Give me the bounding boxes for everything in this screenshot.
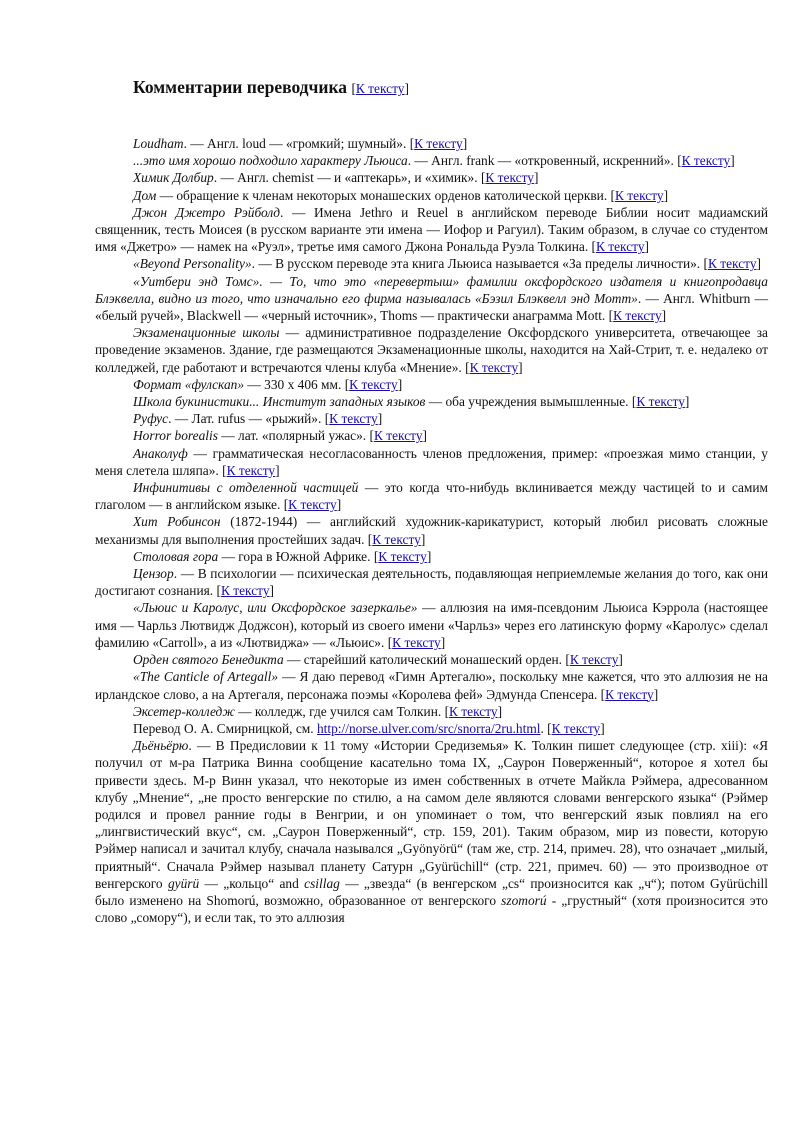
note-text: .: [540, 720, 548, 736]
note-term: «Уитбери энд Томс». — То, что это «перевертыш» фамилии оксфордского издателя и книгопродавца Блэквелла, видно из того, что изначально его фирма называлась «Бэзил Блэквелл энд Мотт»: [95, 273, 768, 306]
note-text: — гора в Южной Африке.: [218, 548, 374, 564]
page-title: [133, 76, 768, 100]
note-paragraph: [95, 376, 768, 393]
note-text: . — В психологии — психическая деятельность, подавляющая неприемлемые желания до того, как они достигают сознания.: [95, 566, 768, 599]
note-text: . — Имена Jethro и Reuel в английском переводе Библии носит мадиамский священник, тесть Моисея (в русском варианте эти имена — Иофор и Рагуил). Таким образом, в случае со студентом имя «Джетро» — намек на «Руэл», третье имя самого Джона Рональда Руэла Толкина.: [95, 204, 768, 255]
note-paragraph: [95, 187, 768, 204]
note-text: — это когда что-нибудь вклинивается между частицей to и самим глаголом — в английском языке.: [95, 480, 768, 513]
note-term: «Beyond Personality»: [133, 256, 252, 272]
note-text: . — Англ. frank — «откровенный, искренний».: [407, 153, 678, 169]
note-paragraph: [95, 273, 768, 325]
back-to-text-link-label[interactable]: К тексту: [595, 239, 645, 255]
note-paragraph: [95, 548, 768, 565]
note-text: . — Англ. loud — «громкий; шумный».: [183, 136, 410, 151]
back-to-text-link-label[interactable]: К тексту: [615, 187, 664, 203]
note-paragraph: [95, 668, 768, 702]
note-paragraph: [95, 565, 768, 599]
note-text: — старейший католический монашеский орден.: [283, 652, 566, 668]
note-text: — аллюзия на имя-псевдоним Льюиса Кэррола (настоящее имя — Чарльз Лютвидж Доджсон), который из своего имени «Чарльз» через его латинскую форму «Каролус» сделал фамилию «Carroll», а из «Лютвиджа» — «Льюис».: [95, 600, 769, 650]
note-text: — грамматическая несогласованность членов предложения, пример: «проезжая мимо станции, у меня слетела шляпа».: [95, 445, 768, 478]
back-to-text-link[interactable]: [К тексту]: [631, 394, 690, 410]
back-to-text-link[interactable]: [К тексту]: [600, 686, 659, 702]
note-term: Цензор: [133, 566, 174, 582]
note-text: — 330 x 406 мм.: [244, 376, 345, 392]
note-term: «The Canticle of Artegall»: [133, 669, 279, 685]
back-to-text-link[interactable]: [К тексту]: [444, 703, 503, 719]
back-to-text-link-label[interactable]: К тексту: [220, 583, 270, 599]
back-to-text-link[interactable]: [К тексту]: [465, 359, 523, 375]
back-to-text-link-label[interactable]: К тексту: [613, 308, 662, 324]
note-term: Дьёньёрю: [133, 738, 189, 754]
back-to-text-link[interactable]: [К тексту]: [409, 136, 468, 151]
back-to-text-link[interactable]: [К тексту]: [703, 256, 761, 272]
back-to-text-link[interactable]: [К тексту]: [610, 187, 669, 203]
back-to-text-link[interactable]: [К тексту]: [324, 411, 383, 427]
back-to-text-link[interactable]: [К тексту]: [677, 153, 735, 169]
back-to-text-link[interactable]: [К тексту]: [373, 548, 432, 564]
back-to-text-link[interactable]: [К тексту]: [283, 497, 342, 513]
note-paragraph: [95, 393, 768, 410]
note-term: Руфус: [133, 411, 169, 427]
note-paragraph: [95, 169, 768, 186]
note-paragraph: [95, 255, 768, 272]
note-paragraph: [95, 720, 768, 737]
note-paragraph: [95, 737, 768, 926]
back-to-text-link-label[interactable]: К тексту: [392, 634, 441, 650]
back-to-text-link-label[interactable]: К тексту: [226, 462, 276, 478]
note-text: — административное подразделение Оксфордского университета, отвечающее за проведение экзаменов. Здание, где размещаются Экзаменационные школы, находится на Хай-Стрит, т. е. недалеко от колледжей, где работают и встречаются члены клуба «Мнение».: [95, 325, 768, 375]
note-text: — „звезда“ (в венгерском „cs“ произносится как „ч“); потом Gyürüchill было изменено на Shomorú, возможно, образованное от венгерского: [95, 875, 768, 908]
note-term: Эксетер-колледж: [133, 703, 235, 719]
note-term: Дом: [133, 187, 157, 203]
back-to-text-link-label[interactable]: К тексту: [707, 256, 757, 272]
note-term: Экзаменационные школы: [133, 325, 280, 341]
notes-list: [95, 135, 768, 926]
note-text: . — В Предисловии к 11 тому «Истории Средиземья» К. Толкин пишет следующее (стр. xiii): «Я получил от м-ра Патрика Винна сообщение касательно тома IX, „Саурон Поверженный“, которое я хотел бы привести здесь. М-р Винн указал, что некоторые из имен собственных в отчете Майкла Рэймера, адресованном клубу „Мнение“, „не просто венгерские по стилю, а на самом деле являются словами венгерского языка“ (Рэймер родился и провел ранние годы в Венгрии, и он упоминает о том, что венгерский язык повлиял на его „лингвистический вкус“, см. „Саурон Поверженный“, стр. 159, 201). Таким образом, мир из повести, которую Рэймер написал и зачитал клубу, сначала назывался „Gyönyörü“ (там же, стр. 214, примеч. 28), что означает „милый, приятный“. Сначала Рэймер называл планету Сатурн „Gyürüchill“ (стр. 221, примеч. 60) — это производное от венгерского: [95, 738, 768, 891]
back-to-text-link-label[interactable]: К тексту: [378, 548, 427, 564]
title-back-link[interactable]: [К тексту]: [351, 81, 409, 96]
note-text: (1872-1944) — английский художник-карикатурист, который любил рисовать сложные механизмы для выполнения простейших задач.: [95, 514, 768, 547]
note-term: Джон Джетро Рэйболд: [133, 204, 280, 220]
note-paragraph: [95, 513, 768, 547]
note-text: — Я даю перевод «Гимн Артегалю», поскольку мне кажется, что это аллюзия не на ирландское слово, а на Артегаля, персонажа поэмы «Королева фей» Эдмунда Спенсера.: [95, 669, 768, 702]
note-paragraph: [95, 324, 768, 376]
title-back-link-text[interactable]: К тексту: [355, 81, 405, 96]
note-term: Инфинитивы с отделенной частицей: [133, 480, 359, 496]
note-term: Формат «фулскап»: [133, 376, 245, 392]
note-term: Химик Долбир: [133, 170, 214, 186]
note-paragraph: [95, 479, 768, 513]
note-term: Орден святого Бенедикта: [133, 652, 284, 668]
note-term: ...это имя хорошо подходило характеру Льюиса: [133, 153, 408, 169]
note-text: — „кольцо“ and: [199, 875, 305, 891]
back-to-text-link-label[interactable]: К тексту: [636, 394, 685, 410]
note-paragraph: [95, 410, 768, 427]
note-text: . — Англ. chemist — и «аптекарь», и «химик».: [213, 170, 481, 186]
note-text: — обращение к членам некоторых монашеских орденов католической церкви.: [156, 187, 611, 203]
back-to-text-link-label[interactable]: К тексту: [569, 652, 619, 668]
note-text: . — Лат. rufus — «рыжий».: [168, 411, 325, 427]
note-term: Школа букинистики... Институт западных языков: [133, 394, 426, 410]
back-to-text-link[interactable]: [К тексту]: [565, 652, 623, 668]
back-to-text-link[interactable]: [К тексту]: [344, 376, 403, 392]
back-to-text-link[interactable]: [К тексту]: [480, 170, 539, 186]
back-to-text-link-label[interactable]: К тексту: [372, 531, 421, 547]
back-to-text-link-label[interactable]: К тексту: [329, 411, 378, 427]
note-text: - „грустный“ (хотя произносится это слово „сомору“), и если так, то это аллюзия: [95, 892, 768, 926]
note-paragraph: [95, 152, 768, 169]
back-to-text-link-label[interactable]: К тексту: [414, 136, 463, 151]
note-term: Loudham: [133, 136, 184, 151]
note-text: — оба учреждения вымышленные.: [425, 394, 632, 410]
note-term: Столовая гора: [133, 548, 219, 564]
back-to-text-link-label[interactable]: К тексту: [349, 376, 398, 392]
note-text: — лат. «полярный ужас».: [217, 428, 370, 444]
note-paragraph: [95, 599, 768, 651]
note-text: . — Англ. Whitburn — «белый ручей», Blackwell — «черный источник», Thoms — практически анаграмма Mott.: [95, 290, 768, 324]
note-text: . — В русском переводе эта книга Льюиса называется «За пределы личности».: [251, 256, 704, 272]
source-url-link[interactable]: http://norse.ulver.com/src/snorra/2ru.html: [316, 720, 541, 736]
note-text: — колледж, где учился сам Толкин.: [234, 703, 445, 719]
note-term: Horror borealis: [133, 428, 218, 444]
back-to-text-link[interactable]: [К тексту]: [216, 583, 274, 599]
back-to-text-link-label[interactable]: К тексту: [288, 497, 337, 513]
back-to-text-link-label[interactable]: К тексту: [469, 359, 519, 375]
back-to-text-link-label[interactable]: К тексту: [373, 428, 423, 444]
back-to-text-link[interactable]: [К тексту]: [367, 531, 426, 547]
back-to-text-link-label[interactable]: К тексту: [485, 170, 534, 186]
note-term: Анаколуф: [133, 445, 188, 461]
back-to-text-link[interactable]: [К тексту]: [608, 308, 667, 324]
back-to-text-link-label[interactable]: К тексту: [681, 153, 731, 169]
back-to-text-link[interactable]: [К тексту]: [369, 428, 427, 444]
note-term: szomorú: [501, 892, 547, 908]
back-to-text-link[interactable]: [К тексту]: [591, 239, 650, 255]
back-to-text-link[interactable]: [К тексту]: [387, 634, 446, 650]
note-text: Перевод О. А. Смирницкой, см.: [133, 720, 317, 736]
back-to-text-link[interactable]: [К тексту]: [222, 462, 280, 478]
note-term: gyürü: [167, 875, 200, 891]
note-paragraph: [95, 445, 768, 479]
back-to-text-link-label[interactable]: К тексту: [449, 703, 498, 719]
note-term: Хит Робинсон: [133, 514, 221, 530]
note-paragraph: [95, 651, 768, 668]
note-term: «Льюис и Каролус, или Оксфордское зазеркалье»: [133, 600, 418, 616]
back-to-text-link-label[interactable]: К тексту: [551, 720, 601, 736]
back-to-text-link[interactable]: [К тексту]: [547, 720, 605, 736]
note-paragraph: [95, 204, 768, 256]
page-title-text: Комментарии переводчика: [133, 77, 348, 97]
note-paragraph: [95, 135, 768, 152]
back-to-text-link-label[interactable]: К тексту: [605, 686, 654, 702]
note-paragraph: [95, 703, 768, 720]
note-term: csillag: [304, 875, 340, 891]
note-paragraph: [95, 427, 768, 444]
